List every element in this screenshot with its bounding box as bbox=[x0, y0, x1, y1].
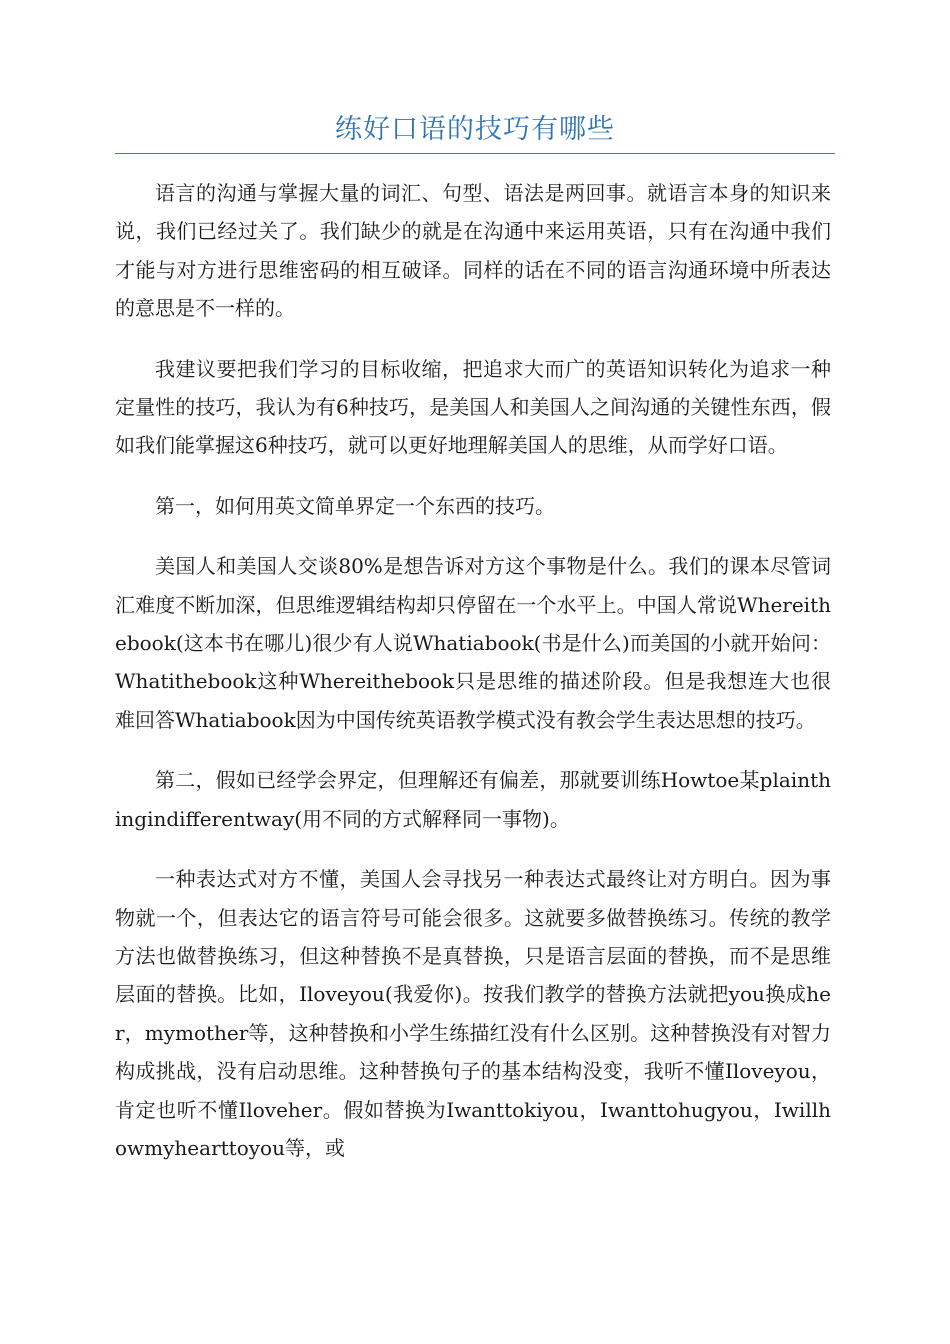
paragraph-6: 一种表达式对方不懂，美国人会寻找另一种表达式最终让对方明白。因为事物就一个，但表达它的语言符号可能会很多。这就要多做替换练习。传统的教学方法也做替换练习，但这种替换不是真替换，只是语言层面的替换，而不是思维层面的替换。比如，Iloveyou(我爱你)。按我们教学的替换方法就把you换成her，mymother等，这种替换和小学生练描红没有什么区别。这种替换没有对智力构成挑战，没有启动思维。这种替换句子的基本结构没变，我听不懂Iloveyou，肯定也听不懂Iloveher。假如替换为Iwanttokiyou，Iwanttohugyou，Iwillhowmyhearttoyou等，或 bbox=[115, 867, 831, 1160]
document-title: 练好口语的技巧有哪些 bbox=[335, 114, 615, 145]
document-body bbox=[115, 174, 831, 1189]
paragraph-4: 美国人和美国人交谈80%是想告诉对方这个事物是什么。我们的课本尽管词汇难度不断加深，但思维逻辑结构却只停留在一个水平上。中国人常说Whereithebook(这本书在哪儿)很少有人说Whatiabook(书是什么)而美国的小就开始问：Whatithebook这种Whereithebook只是思维的描述阶段。但是我想连大也很难回答Whatiabook因为中国传统英语教学模式没有教会学生表达思想的技巧。 bbox=[115, 554, 831, 732]
paragraph-1: 语言的沟通与掌握大量的词汇、句型、语法是两回事。就语言本身的知识来说，我们已经过关了。我们缺少的就是在沟通中来运用英语，只有在沟通中我们才能与对方进行思维密码的相互破译。同样的话在不同的语言沟通环境中所表达的意思是不一样的。 bbox=[115, 181, 831, 321]
paragraph-3: 第一，如何用英文简单界定一个东西的技巧。 bbox=[155, 493, 555, 518]
paragraph-5: 第二，假如已经学会界定，但理解还有偏差，那就要训练Howtoe某plainthingindifferentway(用不同的方式解释同一事物)。 bbox=[115, 768, 831, 831]
paragraph-2: 我建议要把我们学习的目标收缩，把追求大而广的英语知识转化为追求一种定量性的技巧，我认为有6种技巧，是美国人和美国人之间沟通的关键性东西，假如我们能掌握这6种技巧，就可以更好地理解美国人的思维，从而学好口语。 bbox=[115, 356, 831, 458]
title-underline bbox=[115, 153, 835, 154]
